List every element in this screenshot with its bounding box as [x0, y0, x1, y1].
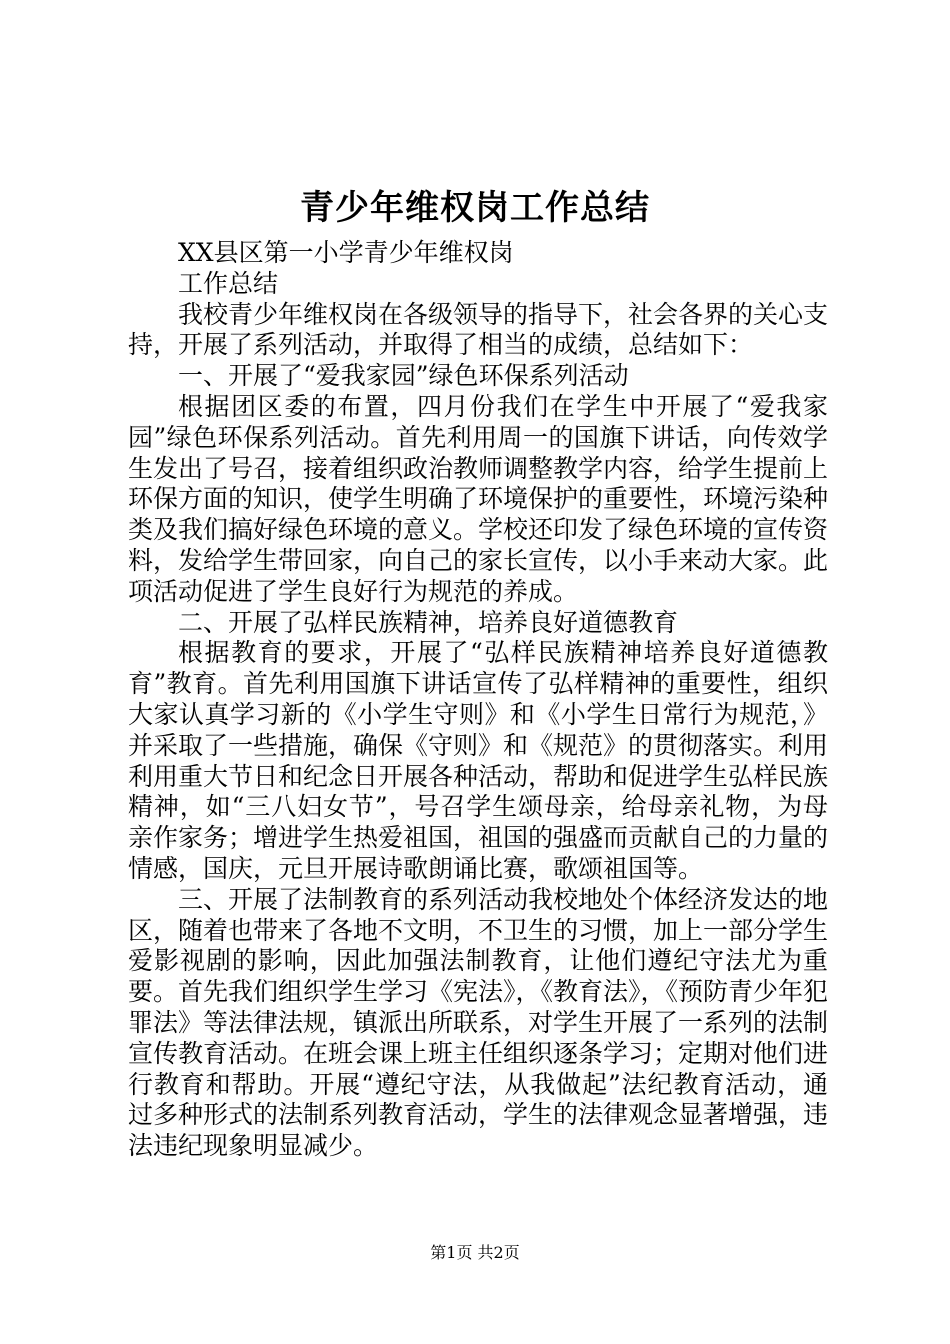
document-title: 青少年维权岗工作总结	[300, 188, 650, 228]
paragraph-subtitle: 工作总结	[178, 268, 279, 298]
paragraph-section-2: 根据教育的要求，开展了“弘样民族精神培养良好道德教育”教育。首先利用国旗下讲话宣传了弘样精神的重要性，组织大家认真学习新的《小学生守则》和《小学生日常行为规范，》并采取了一些措施，确保《守则》和《规范》的贯彻落实。利用利用重大节日和纪念日开展各种活动，帮助和促进学生弘样民族精神，如“三八妇女节”，号召学生颂母亲，给母亲礼物，为母亲作家务；增进学生热爱祖国，祖国的强盛而贡献自己的力量的情感，国庆，元旦开展诗歌朗诵比赛，歌颂祖国等。	[128, 638, 829, 883]
paragraph-section-1: 根据团区委的布置，四月份我们在学生中开展了“爱我家园”绿色环保系列活动。首先利用周一的国旗下讲话，向传效学生发出了号召，接着组织政治教师调整教学内容，给学生提前上环保方面的知识，使学生明确了环境保护的重要性，环境污染种类及我们搞好绿色环境的意义。学校还印发了绿色环境的宣传资料，发给学生带回家，向自己的家长宣传，以小手来动大家。此项活动促进了学生良好行为规范的养成。	[128, 391, 829, 606]
paragraph-school-name: XX县区第一小学青少年维权岗	[178, 238, 514, 267]
section-heading-1: 一、开展了“爱我家园”绿色环保系列活动	[178, 361, 629, 391]
paragraph-section-3: 三、开展了法制教育的系列活动我校地处个体经济发达的地区，随着也带来了各地不文明，不卫生的习惯，加上一部分学生爱影视剧的影响，因此加强法制教育，让他们遵纪守法尤为重要。首先我们组织学生学习《宪法》，《教育法》，《预防青少年犯罪法》等法律法规，镇派出所联系，对学生开展了一系列的法制宣传教育活动。在班会课上班主任组织逐条学习；定期对他们进行教育和帮助。开展“遵纪守法，从我做起”法纪教育活动，通过多种形式的法制系列教育活动，学生的法律观念显著增强，违法违纪现象明显减少。	[128, 884, 829, 1161]
section-heading-2: 二、开展了弘样民族精神，培养良好道德教育	[178, 607, 679, 637]
document-body	[128, 238, 828, 1162]
page-footer: 第1页 共2页	[430, 1243, 520, 1262]
paragraph-intro: 我校青少年维权岗在各级领导的指导下，社会各界的关心支持，开展了系列活动，并取得了相当的成绩，总结如下：	[128, 299, 829, 360]
